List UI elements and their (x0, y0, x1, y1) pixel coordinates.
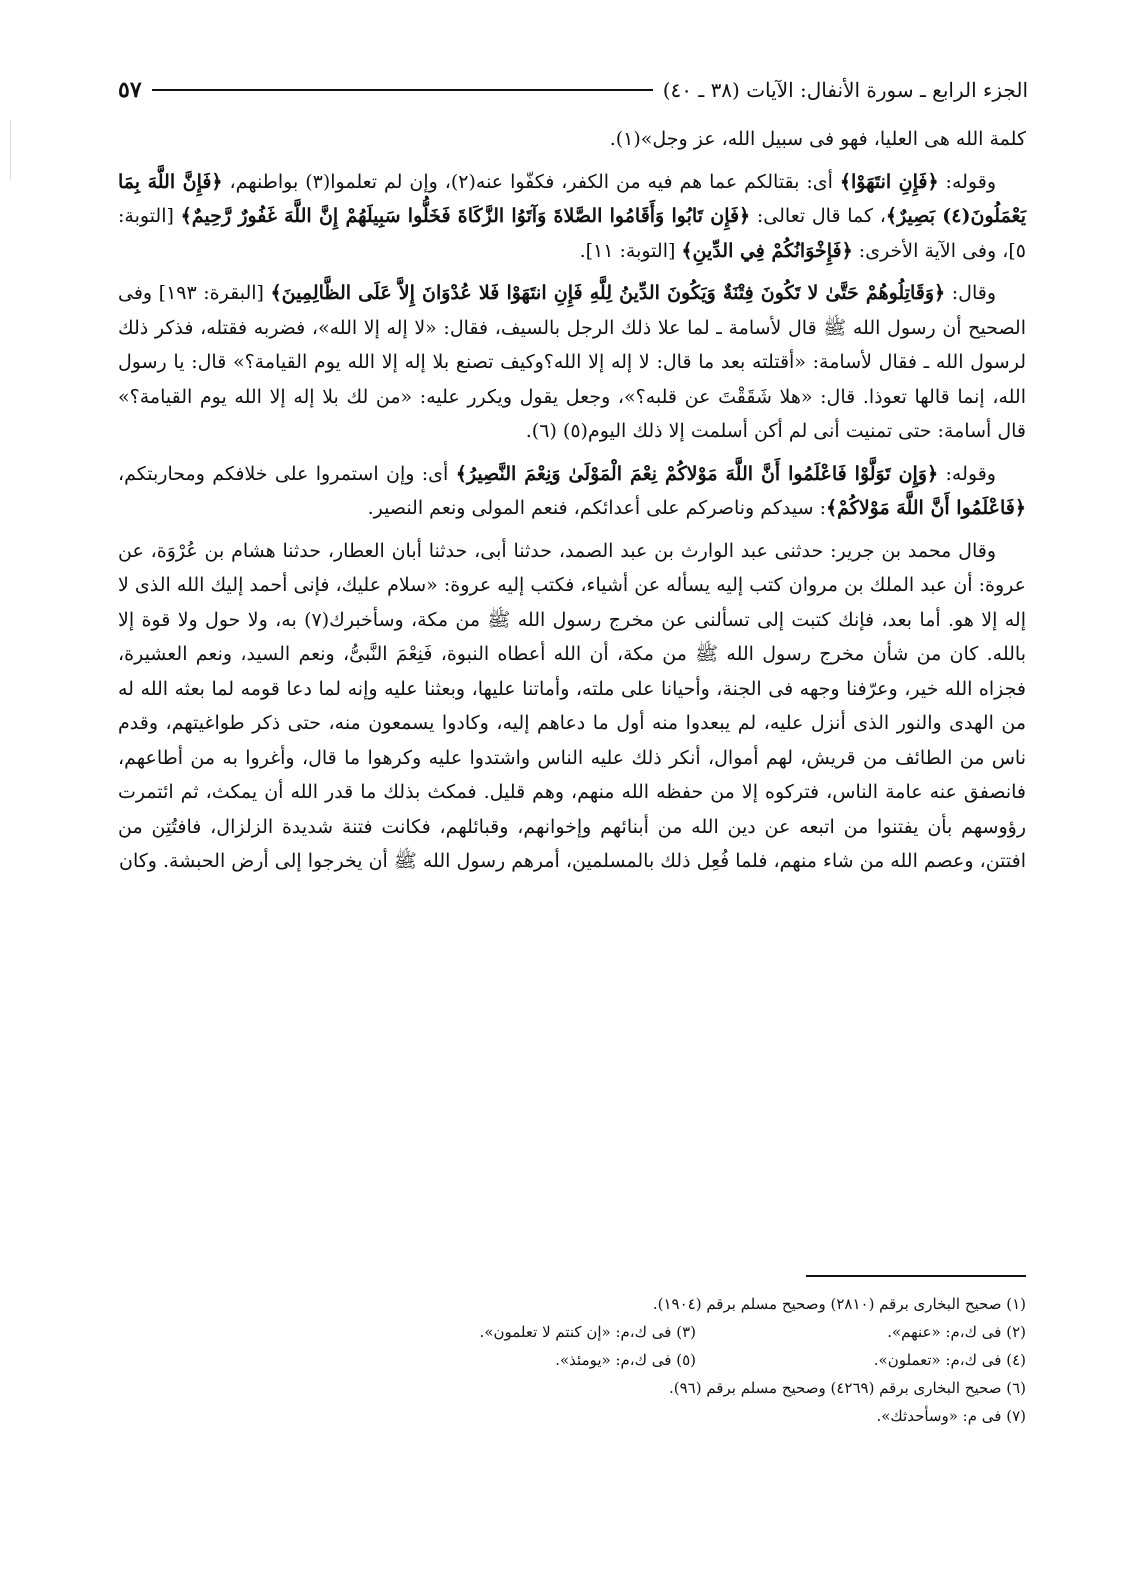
footnote-3: (٣) فى ك،م: «إن كنتم لا تعلمون». (479, 1323, 696, 1341)
text-segment: [البقرة: ١٩٣] وفى الصحيح أن رسول الله ﷺ قال لأسامة ـ لما علا ذلك الرجل بالسيف، فقال: «لا إله إلا الله»، فضربه فقتله، فذكر ذلك لرسول الله ـ فقال لأسامة: «أقتلته بعد ما قال: لا إله إلا الله؟وكيف تصنع بلا إله إلا الله يوم القيامة؟» قال: يا رسول الله، إنما قالها تعوذا. قال: «هلا شَقَقْتَ عن قلبه؟»، وجعل يقول ويكرر عليه: «من لك بلا إله إلا الله يوم القيامة؟» قال أسامة: حتى تمنيت أنى لم أكن أسلمت إلا ذلك اليوم(٥) (٦). (118, 282, 1026, 442)
text-segment: [التوبة: ٥]، وفى الآية الأخرى: (118, 205, 1026, 262)
quran-verse: ﴿وَإِن تَوَلَّوْا فَاعْلَمُوا أَنَّ اللَّهَ مَوْلاكُمْ نِعْمَ الْمَوْلَىٰ وَنِعْمَ النَّصِيرُ﴾ (455, 462, 939, 485)
footnote-6: (٦) صحيح البخارى برقم (٤٢٦٩) وصحيح مسلم برقم (٩٦). (668, 1379, 1026, 1397)
text-segment: أى: بقتالكم عما هم فيه من الكفر، فكفّوا عنه(٢)، وإن لم تعلموا(٣) بواطنهم، (222, 170, 840, 193)
footnote-4: (٤) فى ك،م: «تعملون». (873, 1351, 1026, 1369)
body-text (118, 122, 1026, 887)
quran-verse: ﴿فَإِخْوَانُكُمْ فِي الدِّينِ﴾ (681, 239, 853, 262)
text-segment: وقوله: (938, 170, 997, 193)
footnote-row (300, 1402, 1026, 1430)
header-rule (152, 89, 653, 91)
text-segment: ، كما قال تعالى: (750, 205, 886, 227)
page-header (118, 70, 1028, 110)
paragraph (118, 165, 1026, 269)
footnote-7: (٧) فى م: «وسأحدثك». (876, 1407, 1026, 1425)
text-segment: وقال: (945, 282, 996, 304)
quran-verse: ﴿فَاعْلَمُوا أَنَّ اللَّهَ مَوْلاكُمْ﴾ (826, 497, 1026, 519)
quran-verse: ﴿فَإِن تَابُوا وَأَقَامُوا الصَّلاةَ وَآتَوُا الزَّكَاةَ فَخَلُّوا سَبِيلَهُمْ إِنَّ اللَّهَ غَفُورٌ رَّحِيمٌ﴾ (180, 205, 751, 227)
footnotes (300, 1290, 1026, 1430)
paragraph (118, 276, 1026, 449)
page-number: ٥٧ (118, 77, 142, 103)
footnote-5: (٥) فى ك،م: «يومئذ». (555, 1351, 696, 1369)
footnote-2: (٢) فى ك،م: «عنهم». (887, 1323, 1026, 1341)
text-segment: أى: وإن استمروا على خلافكم ومحاربتكم، (118, 462, 456, 485)
quran-verse: ﴿وَقَاتِلُوهُمْ حَتَّىٰ لا تَكُونَ فِتْنَةٌ وَيَكُونَ الدِّينُ لِلَّهِ فَإِنِ انتَهَوْا فَلا عُدْوَانَ إِلاَّ عَلَى الظَّالِمِينَ﴾ (270, 282, 946, 304)
paragraph (118, 457, 1026, 526)
footnote-row (300, 1374, 1026, 1402)
footnote-row (300, 1346, 1026, 1374)
text-segment: كلمة الله هى العليا، فهو فى سبيل الله، عز وجل»(١). (609, 128, 1026, 150)
text-segment: وقوله: (938, 462, 996, 485)
scan-margin-mark (10, 120, 11, 180)
quran-verse: ﴿فَإِنَّ اللَّهَ بِمَا يَعْمَلُونَ(٤) بَصِيرٌ﴾ (118, 170, 1027, 227)
footnote-separator (806, 1275, 1026, 1277)
paragraph (118, 534, 1026, 879)
text-segment: وقال محمد بن جرير: حدثنى عبد الوارث بن عبد الصمد، حدثنا أبى، حدثنا أبان العطار، حدثنا هشام بن عُرْوَة، عن عروة: أن عبد الملك بن مروان كتب إليه يسأله عن أشياء، فكتب إليه عروة: «سلام عليك، فإنى أحمد إليك الله الذى لا إله إلا هو. أما بعد، فإنك كتبت إلى تسألنى عن مخرج رسول الله ﷺ من مكة، وسأخبرك(٧) به، ولا حول ولا قوة إلا بالله. كان من شأن مخرج رسول الله ﷺ من مكة، أن الله أعطاه النبوة، فَنِعْمَ النَّبىُّ، ونعم السيد، ونعم العشيرة، فجزاه الله خير، وعرّفنا وجهه فى الجنة، وأحيانا على ملته، وأماتنا عليها، وبعثنا عليه وإنه لما دعا قومه لما بعثه الله له من الهدى والنور الذى أنزل عليه، لم يبعدوا منه أول ما دعاهم إليه، وكادوا يسمعون منه، حتى ذكر طواغيتهم، وقدم ناس من الطائف من قريش، لهم أموال، أنكر ذلك عليه الناس واشتدوا عليه وكرهوا ما قال، وأغروا به من أطاعهم، فانصفق عنه عامة الناس، فتركوه إلا من حفظه الله منهم، وهم قليل. فمكث بذلك ما قدر الله أن يمكث، ثم ائتمرت رؤوسهم بأن يفتنوا من اتبعه عن دين الله من أبنائهم وإخوانهم، وقبائلهم، فكانت فتنة شديدة الزلزال، فافتُتِن من افتتن، وعصم الله من شاء منهم، فلما فُعِل ذلك بالمسلمين، أمرهم رسول الله ﷺ أن يخرجوا إلى أرض الحبشة. وكان (118, 539, 1026, 872)
footnote-row (300, 1290, 1026, 1318)
quran-verse: ﴿فَإِنِ انتَهَوْا﴾ (839, 170, 939, 193)
text-segment: : سيدكم وناصركم على أعدائكم، فنعم المولى ونعم النصير. (367, 497, 827, 519)
running-title: الجزء الرابع ـ سورة الأنفال: الآيات (٣٨ ـ ٤٠) (662, 78, 1028, 102)
footnote-1: (١) صحيح البخارى برقم (٢٨١٠) وصحيح مسلم برقم (١٩٠٤). (652, 1295, 1026, 1313)
footnote-row (300, 1318, 1026, 1346)
paragraph (118, 122, 1026, 157)
text-segment: [التوبة: ١١]. (579, 239, 682, 262)
